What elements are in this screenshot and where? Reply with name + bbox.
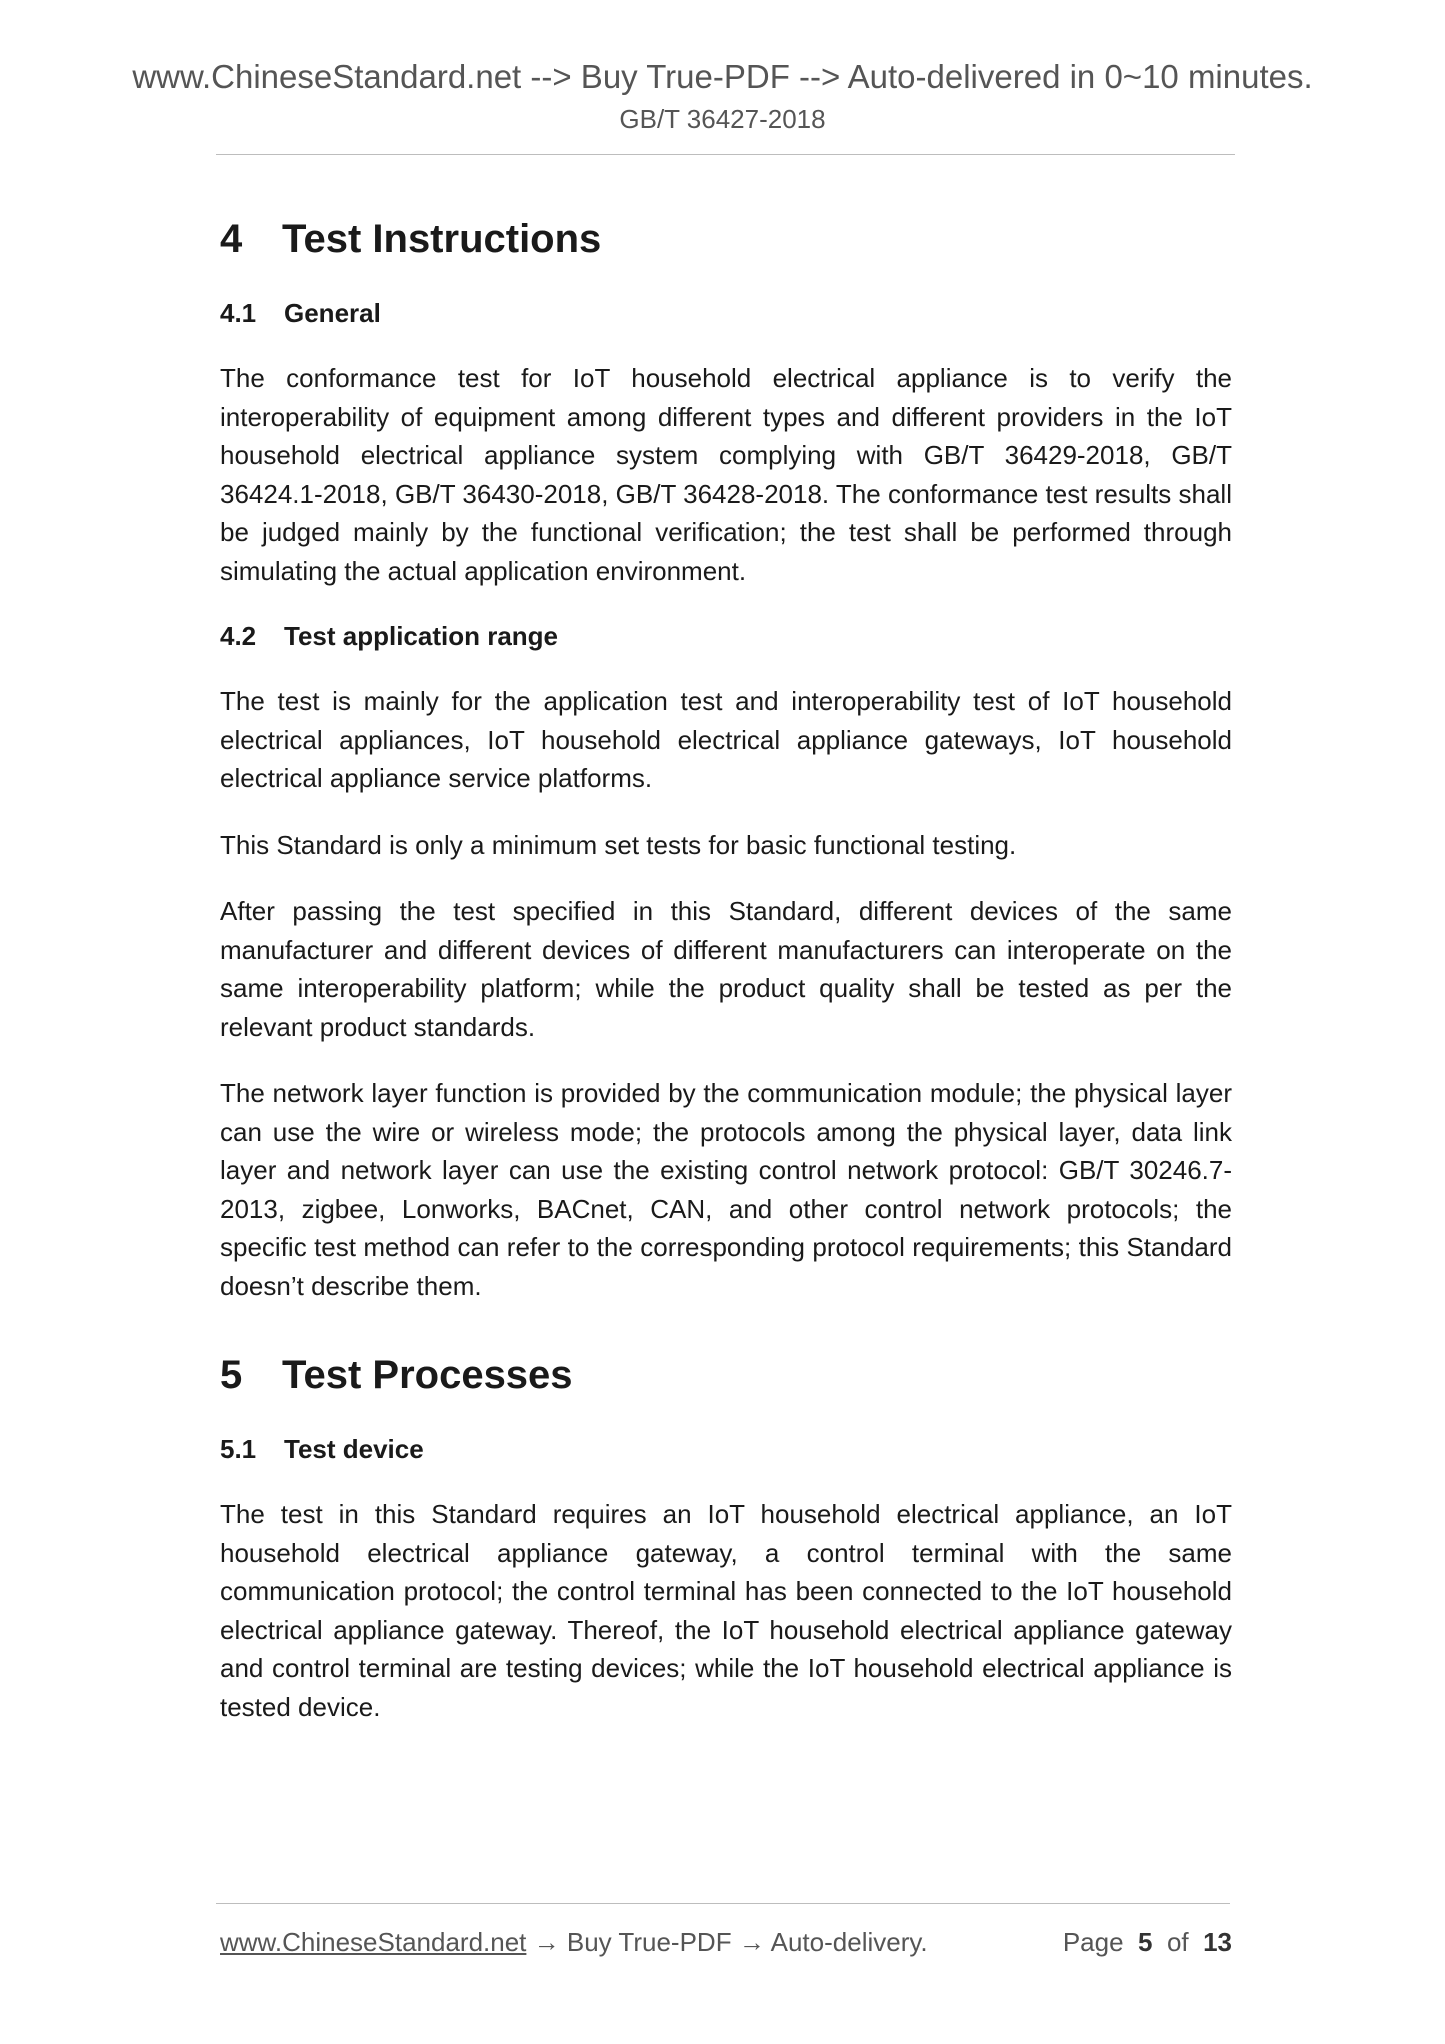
arrow-right-icon: →: [738, 1927, 765, 1957]
header-banner: www.ChineseStandard.net --> Buy True-PDF --> Auto-delivered in 0~10 minutes.: [132, 58, 1313, 95]
footer-site-link[interactable]: www.ChineseStandard.net: [220, 1927, 527, 1957]
page-total: 13: [1203, 1927, 1232, 1957]
section-5-heading: [220, 1341, 1232, 1409]
footer-buy-text: Buy True-PDF: [566, 1927, 732, 1957]
section-4-1-heading: [220, 293, 1232, 333]
footer-divider: [216, 1903, 1230, 1904]
of-label: of: [1166, 1927, 1189, 1957]
paragraph: The test in this Standard requires an IoT household electrical appliance, an IoT household electrical appliance gateway, a control terminal with the same communication protocol; the control terminal has been connected to the IoT household electrical appliance gateway. Thereof, the IoT household electrical appliance gateway and control terminal are testing devices; while the IoT household electrical appliance is tested device.: [220, 1499, 1232, 1722]
standard-id: GB/T 36427-2018: [619, 104, 826, 134]
paragraph: The conformance test for IoT household electrical appliance is to verify the interoperability of equipment among different types and different providers in the IoT household electrical appliance system complying with GB/T 36429-2018, GB/T 36424.1-2018, GB/T 36430-2018, GB/T 36428-2018. The conformance test results shall be judged mainly by the functional verification; the test shall be performed through simulating the actual application environment.: [220, 363, 1232, 586]
page-indicator: [1063, 1922, 1232, 1962]
page-content: [220, 205, 1232, 1726]
section-4-2-number: 4.2: [220, 621, 257, 651]
arrow-right-icon: →: [533, 1927, 560, 1957]
section-4-heading: [220, 205, 1232, 273]
paragraph: The test is mainly for the application test and interoperability test of IoT household electrical appliances, IoT household electrical appliance gateways, IoT household electrical appliance service platforms.: [220, 686, 1232, 793]
paragraph: The network layer function is provided by the communication module; the physical layer can use the wire or wireless mode; the protocols among the physical layer, data link layer and network layer can use the existing control network protocol: GB/T 30246.7-2013, zigbee, Lonworks, BACnet, CAN, and other control network protocols; the specific test method can refer to the corresponding protocol requirements; this Standard doesn’t describe them.: [220, 1078, 1232, 1301]
footer-delivery-text: Auto-delivery.: [770, 1927, 928, 1957]
header-divider: [216, 154, 1235, 155]
section-4-title: Test Instructions: [282, 217, 602, 261]
section-4-1-number: 4.1: [220, 298, 257, 328]
section-5-title: Test Processes: [282, 1353, 573, 1397]
paragraph: This Standard is only a minimum set tests for basic functional testing.: [220, 829, 1017, 860]
page-current: 5: [1138, 1927, 1153, 1957]
paragraph: After passing the test specified in this Standard, different devices of the same manufacturer and different devices of different manufacturers can interoperate on the same interoperability platform; while the product quality shall be tested as per the relevant product standards.: [220, 896, 1232, 1042]
section-4-2-title: Test application range: [284, 621, 559, 651]
section-5-1-title: Test device: [284, 1434, 424, 1464]
section-5-number: 5: [220, 1353, 243, 1397]
section-4-2-heading: [220, 616, 1232, 656]
section-5-1-number: 5.1: [220, 1434, 257, 1464]
section-4-1-title: General: [284, 298, 381, 328]
footer-promo: [220, 1922, 928, 1962]
section-4-number: 4: [220, 217, 243, 261]
page-label: Page: [1062, 1927, 1124, 1957]
section-5-1-heading: [220, 1429, 1232, 1469]
